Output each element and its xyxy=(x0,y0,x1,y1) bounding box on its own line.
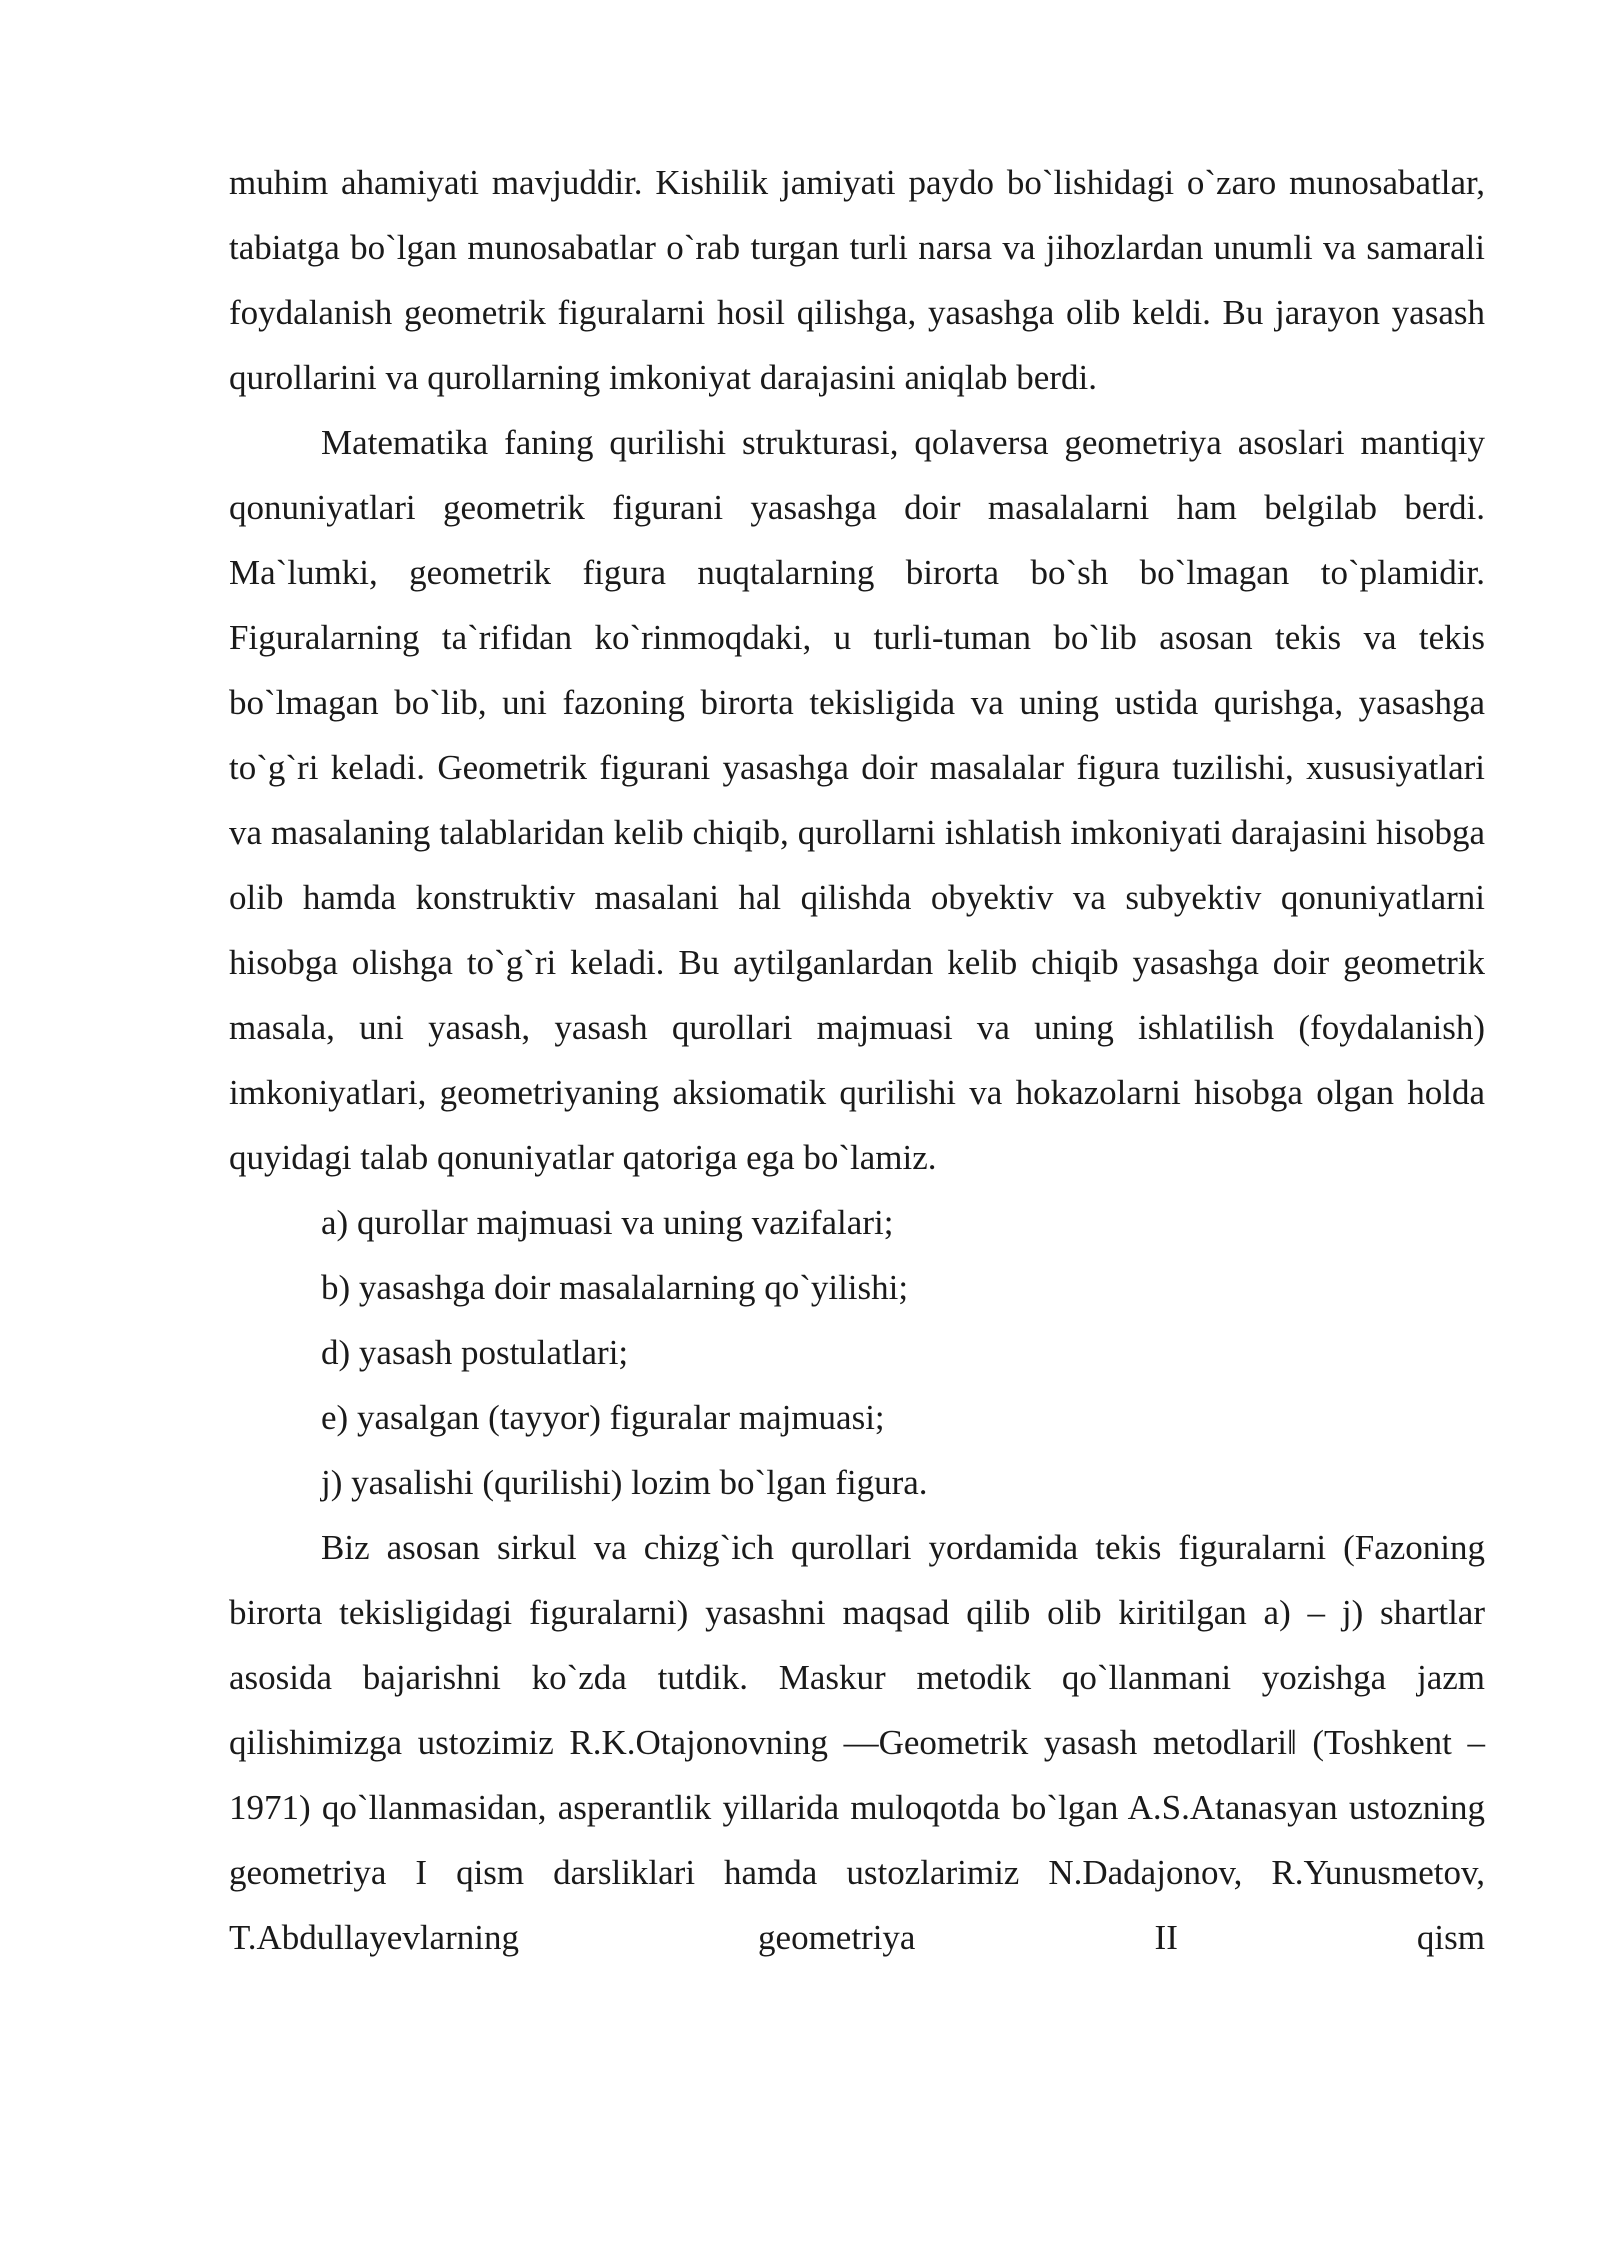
list-item-b: b) yasashga doir masalalarning qo`yilishi; xyxy=(321,1268,909,1307)
list-item-j: j) yasalishi (qurilishi) lozim bo`lgan figura. xyxy=(321,1463,928,1502)
list-item-a: a) qurollar majmuasi va uning vazifalari; xyxy=(321,1203,894,1242)
paragraph-intro: muhim ahamiyati mavjuddir. Kishilik jamiyati paydo bo`lishidagi o`zaro munosabatlar, tabiatga bo`lgan munosabatlar o`rab turgan turli narsa va jihozlardan unumli va samarali foydalanish geometrik figuralarni hosil qilishga, yasashga olib keldi. Bu jarayon yasash qurollarini va qurollarning imkoniyat darajasini aniqlab berdi. xyxy=(229,163,1485,397)
paragraph-sources: Biz asosan sirkul va chizg`ich qurollari yordamida tekis figuralarni (Fazoning birorta tekisligidagi figuralarni) yasashni maqsad qilib olib kiritilgan a) – j) shartlar asosida bajarishni ko`zda tutdik. Maskur metodik qo`llanmani yozishga jazm qilishimizga ustozimiz R.K.Otajonovning ―Geometrik yasash metodlari‖ (Toshkent – 1971) qo`llanmasidan, asperantlik yillarida muloqotda bo`lgan A.S.Atanasyan ustozning geometriya I qism darsliklari hamda ustozlarimiz N.Dadajonov, R.Yunusmetov, T.Abdullayevlarning geometriya II qism xyxy=(229,1528,1485,1957)
list-item-e: e) yasalgan (tayyor) figuralar majmuasi; xyxy=(321,1398,885,1437)
list-item-d: d) yasash postulatlari; xyxy=(321,1333,629,1372)
document-body xyxy=(229,150,1485,1970)
paragraph-construction-laws: Matematika faning qurilishi strukturasi, qolaversa geometriya asoslari mantiqiy qonuniyatlari geometrik figurani yasashga doir masalalarni ham belgilab berdi. Ma`lumki, geometrik figura nuqtalarning birorta bo`sh bo`lmagan to`plamidir. Figuralarning ta`rifidan ko`rinmoqdaki, u turli-tuman bo`lib asosan tekis va tekis bo`lmagan bo`lib, uni fazoning birorta tekisligida va uning ustida qurishga, yasashga to`g`ri keladi. Geometrik figurani yasashga doir masalalar figura tuzilishi, xususiyatlari va masalaning talablaridan kelib chiqib, qurollarni ishlatish imkoniyati darajasini hisobga olib hamda konstruktiv masalani hal qilishda obyektiv va subyektiv qonuniyatlarni hisobga olishga to`g`ri keladi. Bu aytilganlardan kelib chiqib yasashga doir geometrik masala, uni yasash, yasash qurollari majmuasi va uning ishlatilish (foydalanish) imkoniyatlari, geometriyaning aksiomatik qurilishi va hokazolarni hisobga olgan holda quyidagi talab qonuniyatlar qatoriga ega bo`lamiz. xyxy=(229,423,1485,1177)
